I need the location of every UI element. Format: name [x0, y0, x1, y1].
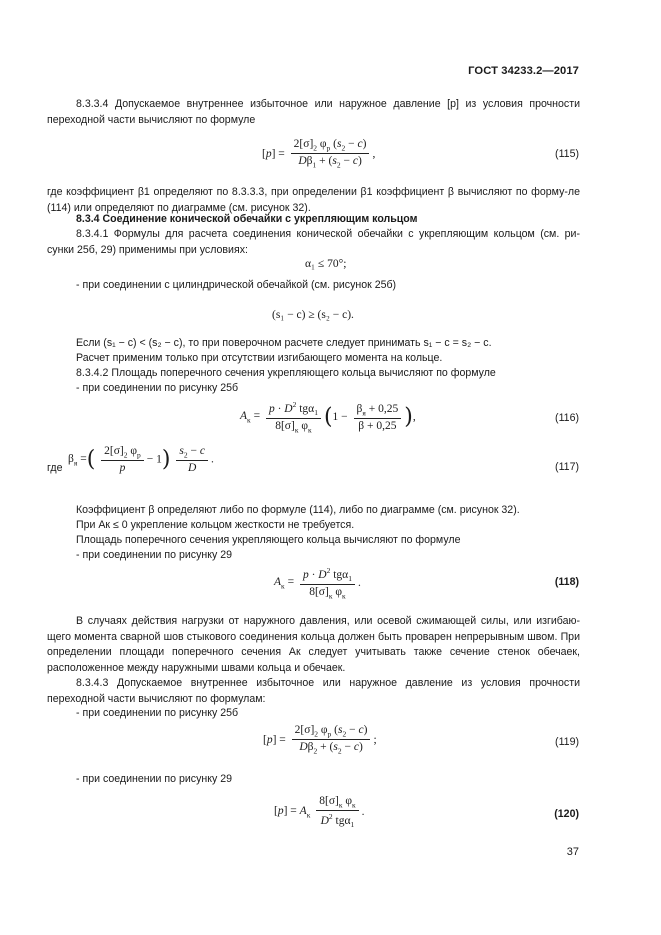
paragraph-if-condition: Если (s₁ − c) < (s₂ − c), то при поверочном расчете следует принимать s₁ − c = s₂ − c.	[76, 337, 492, 349]
paragraph-fig-25b: - при соединении по рисунку 25б	[76, 382, 239, 394]
formula-119: [p] = $\frac{2[\sigma]_2 \varphi_р (s_2 - c)}{D\beta_2 + (s_2 - c)}$ ;	[263, 724, 377, 756]
condition-thickness: (s₁ − c) ≥ (s₂ − c).	[272, 309, 354, 321]
paragraph-beta-coefficient: где коэффициент β1 определяют по 8.3.3.3, при определении β1 коэффициент β вычисляют по форму-ле (114) или определяют по диаграмме (см. рисунок 32).	[47, 186, 580, 214]
equation-number-119: (119)	[555, 736, 579, 748]
formula-116: $A_к$ = $\frac{p \cdot D^2 tg\alpha_1}{8[\sigma]_к \varphi_к}$ (1 − $\frac{\beta_я + 0,25}{\beta + 0,25}$ ),	[240, 400, 416, 435]
document-header: ГОСТ 34233.2—2017	[468, 65, 579, 77]
page-number: 37	[566, 846, 579, 858]
where-label: где	[47, 462, 63, 474]
condition-alpha: α₁ ≤ 70°;	[305, 258, 347, 270]
formula-120: $[p] = A_к$ $\frac{8[\sigma]_к \varphi_к}{D^2 tg\alpha_1}$ .	[274, 795, 365, 830]
paragraph-8-3-3-4: 8.3.3.4 Допускаемое внутреннее избыточное или наружное давление [p] из условия прочности переходной части вычисляют по формуле	[47, 98, 580, 126]
paragraph-fig-29: - при соединении по рисунку 29	[76, 549, 232, 561]
paragraph-8-3-4-1: 8.3.4.1 Формулы для расчета соединения конической обечайки с укрепляющим кольцом (см. ри-сунки 25б, 29) применимы при условиях:	[47, 228, 580, 256]
paragraph-no-bending: Расчет применим только при отсутствии изгибающего момента на кольце.	[76, 352, 443, 364]
formula-117: $\beta_я$ =( $\frac{2[\sigma]_2 \varphi_р}{p}$ − 1) $\frac{s_2 - c}{D}$ .	[68, 445, 214, 475]
paragraph-fig-25b-2: - при соединении по рисунку 25б	[76, 707, 239, 719]
equation-number-120: (120)	[554, 808, 579, 820]
paragraph-ring-area: Площадь поперечного сечения укрепляющего кольца вычисляют по формуле	[76, 534, 461, 546]
formula-115: [p] = $\frac{2[\sigma]_2 \varphi_р (s_2 - c)}{D\beta_1 + (s_2 - c)}$ ,	[262, 138, 376, 170]
paragraph-cylindrical: - при соединении с цилиндрической обечайкой (см. рисунок 25б)	[76, 279, 397, 291]
paragraph-8-3-4-3: 8.3.4.3 Допускаемое внутреннее избыточное или наружное давление из условия прочности переходной части вычисляют по формулам:	[47, 677, 580, 705]
paragraph-8-3-4-2: 8.3.4.2 Площадь поперечного сечения укрепляющего кольца вычисляют по формуле	[76, 367, 496, 379]
paragraph-fig-29-2: - при соединении по рисунку 29	[76, 773, 232, 785]
equation-number-115: (115)	[555, 148, 579, 160]
equation-number-117: (117)	[555, 461, 579, 473]
paragraph-coefficient-beta: Коэффициент β определяют либо по формуле (114), либо по диаграмме (см. рисунок 32).	[76, 504, 520, 516]
paragraph-ak-condition: При Aк ≤ 0 укрепление кольцом жесткости не требуется.	[76, 519, 355, 531]
paragraph-weld-note: В случаях действия нагрузки от наружного давления, или осевой сжимающей силы, или изгибаю-щего момента сварной шов стыкового соединения кольца должен быть проварен непрерывным швом. При определении площади поперечного сечения Aк следует учитывать также сечение стенок обечаек, расположенное между наружными швами кольца и обечаек.	[47, 615, 580, 674]
formula-118: $A_к$ = $\frac{p \cdot D^2 tg\alpha_1}{8[\sigma]_к \varphi_к}$ .	[274, 566, 361, 601]
equation-number-118: (118)	[554, 576, 579, 588]
section-heading-8-3-4: 8.3.4 Соединение конической обечайки с укрепляющим кольцом	[76, 213, 418, 225]
equation-number-116: (116)	[555, 412, 579, 424]
